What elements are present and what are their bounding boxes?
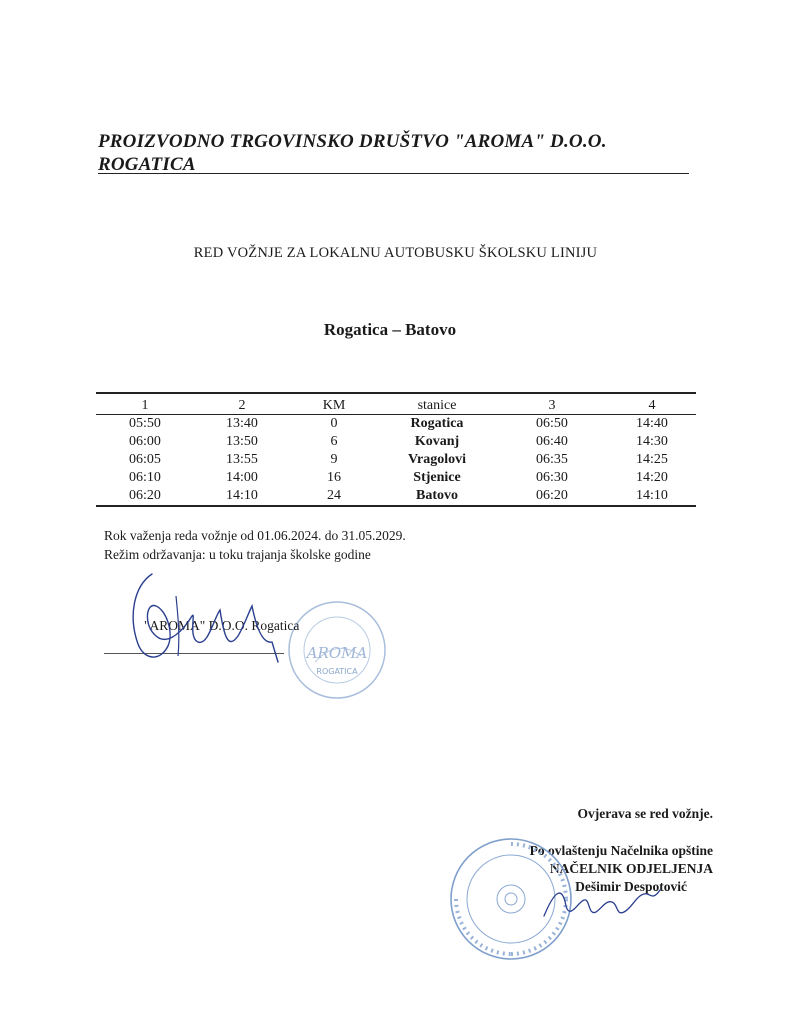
signature-label: "AROMA" D.O.O. Rogatica <box>144 618 300 633</box>
table-cell: 06:10 <box>129 470 161 485</box>
table-cell: 6 <box>330 434 338 449</box>
station-cell: Rogatica <box>410 416 464 431</box>
column-header: stanice <box>417 398 457 413</box>
table-cell: 06:20 <box>129 488 161 503</box>
approval-authority: Po ovlaštenju Načelnika opštine <box>529 843 713 858</box>
document-title: RED VOŽNJE ZA LOKALNU AUTOBUSKU ŠKOLSKU LINIJU <box>193 245 598 261</box>
column-header: 2 <box>238 398 246 413</box>
table-header-row <box>96 393 696 415</box>
approval-position: NAČELNIK ODJELJENJA <box>549 861 713 876</box>
table-cell: 14:10 <box>226 488 258 503</box>
column-header: 4 <box>648 398 656 413</box>
table-cell: 9 <box>330 452 338 467</box>
table-cell: 06:40 <box>536 434 568 449</box>
table-cell: 13:50 <box>226 434 258 449</box>
signature-scribble-icon <box>116 566 296 676</box>
table-cell: 24 <box>327 488 341 503</box>
header-divider <box>98 173 689 174</box>
table-row <box>96 415 696 434</box>
table-cell: 06:35 <box>536 452 568 467</box>
table-cell: 14:00 <box>226 470 258 485</box>
approval-signatory: Dešimir Despotović <box>575 879 687 894</box>
station-cell: Vragolovi <box>407 452 467 467</box>
table-cell: 05:50 <box>129 416 161 431</box>
table-cell: 06:20 <box>536 488 568 503</box>
approval-heading: Ovjerava se red vožnje. <box>577 806 713 821</box>
table-cell: 13:40 <box>226 416 258 431</box>
table-cell: 14:25 <box>636 452 668 467</box>
table-row <box>96 451 696 469</box>
station-cell: Stjenice <box>413 470 461 485</box>
regime-note: Režim održavanja: u toku trajanja školske godine <box>104 547 371 562</box>
column-header: KM <box>322 398 346 413</box>
company-city: ROGATICA <box>98 154 196 175</box>
table-row <box>96 433 696 451</box>
column-header: 1 <box>141 398 149 413</box>
table-cell: 06:05 <box>129 452 161 467</box>
table-cell: 14:10 <box>636 488 668 503</box>
table-cell: 13:55 <box>226 452 258 467</box>
company-name: PROIZVODNO TRGOVINSKO DRUŠTVO "AROMA" D.O.O. <box>98 131 607 152</box>
table-row <box>96 469 696 487</box>
table-cell: 14:20 <box>636 470 668 485</box>
table-cell: 06:00 <box>129 434 161 449</box>
stamp-text: AROMA <box>306 644 368 662</box>
company-stamp <box>285 598 389 702</box>
company-header <box>98 130 607 176</box>
table-cell: 06:50 <box>536 416 568 431</box>
approval-signature-icon <box>540 872 670 932</box>
table-cell: 14:30 <box>636 434 668 449</box>
timetable <box>96 392 696 507</box>
table-cell: 14:40 <box>636 416 668 431</box>
validity-note: Rok važenja reda vožnje od 01.06.2024. do 31.05.2029. <box>104 528 406 543</box>
column-header: 3 <box>548 398 556 413</box>
table-cell: 16 <box>327 470 341 485</box>
station-cell: Kovanj <box>414 434 460 449</box>
station-cell: Batovo <box>416 488 458 503</box>
route-title: Rogatica – Batovo <box>323 320 457 339</box>
table-cell: 06:30 <box>536 470 568 485</box>
stamp-subtext: ROGATICA <box>316 667 358 676</box>
table-cell: 0 <box>330 416 338 431</box>
table-row <box>96 487 696 506</box>
